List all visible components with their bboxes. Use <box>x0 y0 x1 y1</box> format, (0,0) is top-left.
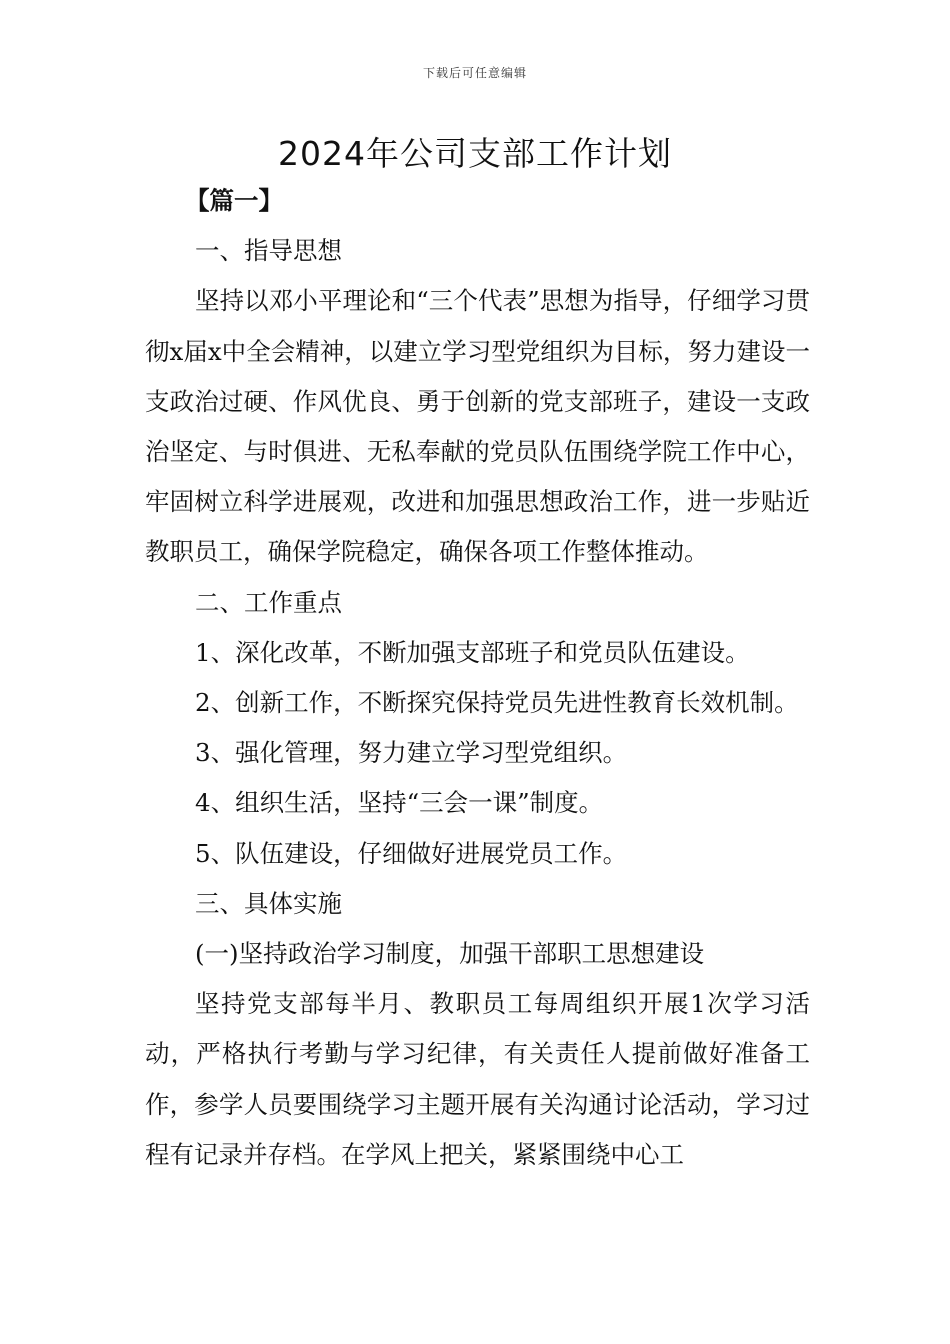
list-item: 5、队伍建设，仔细做好进展党员工作。 <box>195 838 628 868</box>
document-body <box>145 176 810 1180</box>
subheading-political-study: (一)坚持政治学习制度，加强干部职工思想建设 <box>195 939 705 969</box>
heading-work-focus: 二、工作重点 <box>195 587 342 617</box>
document-title: 2024年公司支部工作计划 <box>278 134 672 173</box>
heading-implementation: 三、具体实施 <box>195 888 342 918</box>
heading-guiding-thought: 一、指导思想 <box>195 236 342 266</box>
paragraph-political-study: 坚持党支部每半月、教职员工每周组织开展1次学习活动，严格执行考勤与学习纪律，有关责任人提前做好准备工作，参学人员要围绕学习主题开展有关沟通讨论活动，学习过程有记录并存档。在学风上把关，紧紧围绕中心工 <box>145 989 810 1169</box>
paragraph-guiding-thought: 坚持以邓小平理论和“三个代表”思想为指导，仔细学习贯彻x届x中全会精神，以建立学习型党组织为目标，努力建设一支政治过硬、作风优良、勇于创新的党支部班子，建设一支政治坚定、与时俱进、无私奉献的党员队伍围绕学院工作中心，牢固树立科学进展观，改进和加强思想政治工作，进一步贴近教职员工，确保学院稳定，确保各项工作整体推动。 <box>145 286 810 567</box>
section-label: 【篇一】 <box>185 186 283 215</box>
list-item: 2、创新工作，不断探究保持党员先进性教育长效机制。 <box>195 688 799 718</box>
list-item: 1、深化改革，不断加强支部班子和党员队伍建设。 <box>195 637 750 667</box>
header-note: 下载后可任意编辑 <box>422 66 527 80</box>
list-item: 3、强化管理，努力建立学习型党组织。 <box>195 738 628 768</box>
list-item: 4、组织生活，坚持“三会一课”制度。 <box>195 788 604 818</box>
